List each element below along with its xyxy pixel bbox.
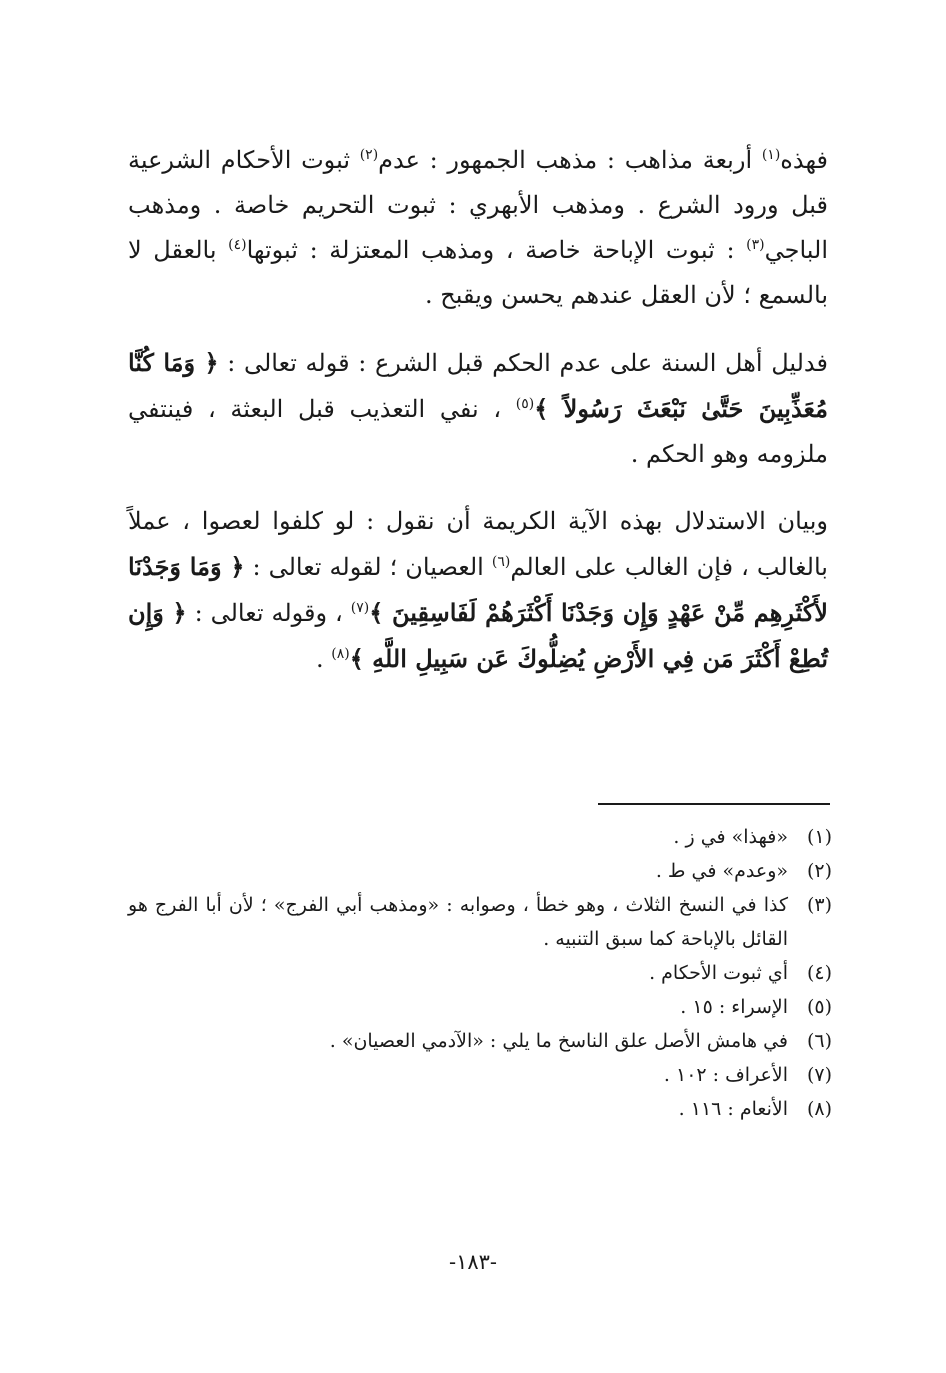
footnote [128,820,832,854]
quran-quote: ﴿ وَمَا كُنَّا مُعَذِّبِينَ حَتَّىٰ نَبْعَثَ رَسُولاً ﴾ [128,348,828,423]
footnote-number: (٦) [806,1030,832,1052]
quran-quote: ﴿ وَإِن تُطِعْ أَكْثَرَ مَن فِي الأَرْضِ يُضِلُّوكَ عَن سَبِيلِ اللَّهِ ﴾ [128,598,828,673]
body-text: : ثبوت الإباحة خاصة ، ومذهب المعتزلة : ثبوتها [246,236,747,264]
footnote-reference: (٤) [228,237,247,253]
footnote [128,956,832,990]
footnote-text: كذا في النسخ الثلاث ، وهو خطأ ، وصوابه : «ومذهب أبي الفرج» ؛ لأن أبا الفرج هو القائل بالإباحة كما سبق التنبيه . [128,894,788,950]
footnote-number: (٣) [806,894,832,916]
quran-quote: ﴿ وَمَا وَجَدْنَا لأَكْثَرِهِم مِّنْ عَهْدٍ وَإِن وَجَدْنَا أَكْثَرَهُمْ لَفَاسِقِينَ ﴾ [128,552,828,627]
paragraph-3 [128,499,828,682]
body-text: . [315,645,332,673]
paragraph-2 [128,340,828,477]
body-text: العصيان ؛ لقوله تعالى : [244,553,492,581]
body-text: فهذه [780,146,829,174]
footnote [128,1058,832,1092]
body-text: ثبوت الأحكام الشرعية قبل ورود الشرع . ومذهب الأبهري : ثبوت التحريم خاصة . ومذهب الباجي [128,146,828,264]
footnote-text: الأعراف : ١٠٢ . [663,1064,788,1086]
body-text: ، نفي التعذيب قبل البعثة ، فينتفي ملزومه وهو الحكم . [128,395,828,468]
footnote [128,1092,832,1126]
footnote-number: (١) [806,826,832,848]
footnote-text: أي ثبوت الأحكام . [649,962,788,984]
footnote-reference: (٥) [515,396,535,412]
body-text: ، وقوله تعالى : [186,599,351,627]
footnote [128,1024,832,1058]
body-text: أربعة مذاهب : مذهب الجمهور : عدم [378,146,762,174]
footnote-reference: (٨) [331,646,350,662]
footnote [128,888,832,956]
footnote-number: (٨) [806,1098,832,1120]
footnote [128,990,832,1024]
footnote-text: الأنعام : ١١٦ . [678,1098,788,1120]
page-number: -١٨٣- [448,1250,498,1274]
body-text: فدليل أهل السنة على عدم الحكم قبل الشرع : قوله تعالى : [218,349,828,377]
footnote-reference: (١) [761,147,781,163]
footnote-text: «فهذا» في ز . [673,826,788,848]
footnotes [128,820,832,1126]
footnote-number: (٢) [806,860,832,882]
footnote-text: «وعدم» في ط . [655,860,788,882]
footnote-reference: (٢) [359,147,379,163]
footnote-number: (٤) [806,962,832,984]
footnote-text: الإسراء : ١٥ . [680,996,788,1018]
footnote-reference: (٦) [491,554,511,570]
body-text: بالعقل لا بالسمع ؛ لأن العقل عندهم يحسن ويقبح . [128,236,828,309]
footnote-divider [598,803,830,805]
footnote-number: (٧) [806,1064,832,1086]
main-text [128,138,828,704]
paragraph-1 [128,138,828,318]
footnote-reference: (٣) [746,237,765,253]
footnote-reference: (٧) [350,600,370,616]
footnote [128,854,832,888]
footnote-number: (٥) [806,996,832,1018]
footnote-text: في هامش الأصل علق الناسخ ما يلي : «الآدمي العصيان» . [329,1030,788,1052]
body-text: وبيان الاستدلال بهذه الآية الكريمة أن نقول : لو كلفوا لعصوا ، عملاً بالغالب ، فإن الغالب على العالم [128,507,828,581]
